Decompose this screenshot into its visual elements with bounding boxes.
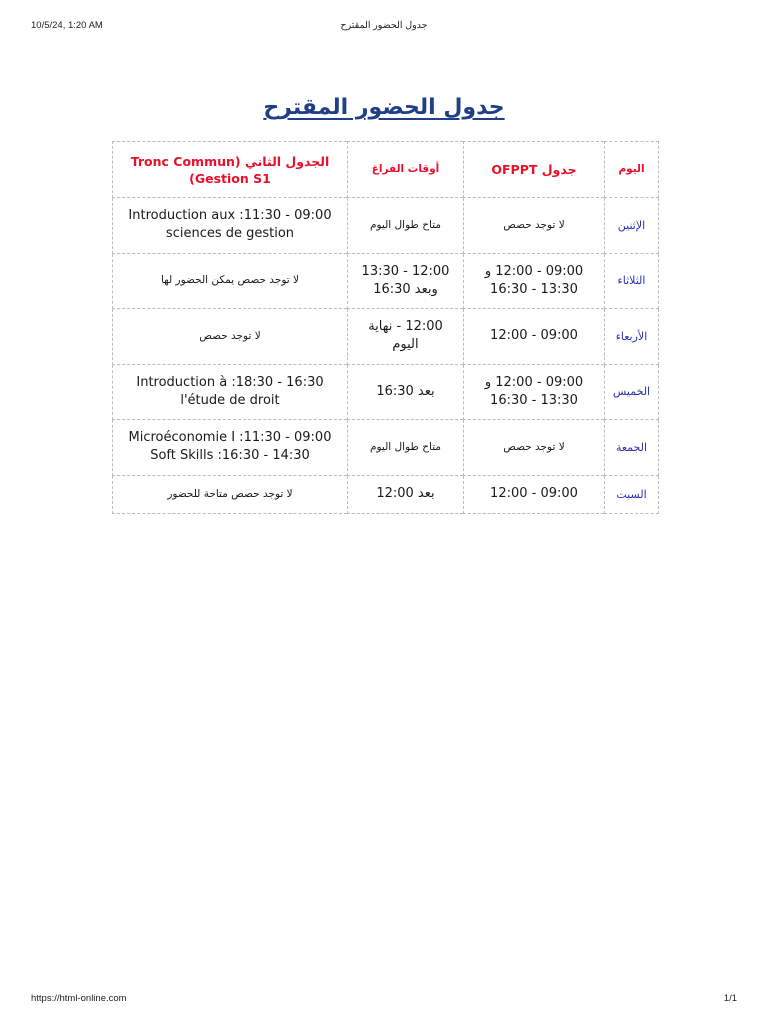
day-cell: الإثنين xyxy=(605,198,659,254)
print-header xyxy=(0,0,768,40)
table-row xyxy=(113,309,659,365)
free-times-cell: بعد 12:00 xyxy=(348,475,464,513)
header-free-times: أوقات الفراغ xyxy=(348,142,464,198)
free-times-cell: 12:00 - نهاية اليوم xyxy=(348,309,464,365)
free-times-cell: بعد 16:30 xyxy=(348,364,464,420)
table-row xyxy=(113,253,659,309)
ofppt-cell: لا توجد حصص xyxy=(464,420,605,476)
print-datetime: 10/5/24, 1:20 AM xyxy=(31,20,103,31)
ofppt-cell: 09:00 - 12:00 xyxy=(464,309,605,365)
second-schedule-cell: لا توجد حصص xyxy=(113,309,348,365)
day-cell: الخميس xyxy=(605,364,659,420)
table-row xyxy=(113,420,659,476)
table-row xyxy=(113,364,659,420)
day-cell: السبت xyxy=(605,475,659,513)
second-schedule-cell: لا توجد حصص يمكن الحضور لها xyxy=(113,253,348,309)
second-schedule-cell: 09:00 - 11:30: Microéconomie I 14:30 - 16:30: Soft Skills xyxy=(113,420,348,476)
free-times-cell: متاح طوال اليوم xyxy=(348,420,464,476)
free-times-cell: 12:00 - 13:30 وبعد 16:30 xyxy=(348,253,464,309)
page-title xyxy=(0,84,768,122)
print-footer xyxy=(0,993,768,1013)
day-cell: الجمعة xyxy=(605,420,659,476)
table-header-row xyxy=(113,142,659,198)
footer-url: https://html-online.com xyxy=(31,993,127,1004)
second-schedule-cell: 16:30 - 18:30: Introduction à l'étude de droit xyxy=(113,364,348,420)
ofppt-cell: لا توجد حصص xyxy=(464,198,605,254)
page-title-text: جدول الحضور المقترح xyxy=(263,95,505,120)
second-schedule-cell: لا توجد حصص متاحة للحضور xyxy=(113,475,348,513)
second-schedule-cell: 09:00 - 11:30: Introduction aux sciences de gestion xyxy=(113,198,348,254)
header-second-schedule: الجدول الثاني (Tronc Commun Gestion S1) xyxy=(113,142,348,198)
free-times-cell: متاح طوال اليوم xyxy=(348,198,464,254)
table-row xyxy=(113,475,659,513)
table-row xyxy=(113,198,659,254)
print-doc-title: جدول الحضور المقترح xyxy=(340,20,428,31)
ofppt-cell: 09:00 - 12:00 xyxy=(464,475,605,513)
ofppt-cell: 09:00 - 12:00 و 13:30 - 16:30 xyxy=(464,364,605,420)
day-cell: الثلاثاء xyxy=(605,253,659,309)
ofppt-cell: 09:00 - 12:00 و 13:30 - 16:30 xyxy=(464,253,605,309)
day-cell: الأربعاء xyxy=(605,309,659,365)
footer-page-number: 1/1 xyxy=(723,993,737,1004)
header-ofppt: جدول OFPPT xyxy=(464,142,605,198)
header-day: اليوم xyxy=(605,142,659,198)
schedule-table xyxy=(112,141,659,514)
